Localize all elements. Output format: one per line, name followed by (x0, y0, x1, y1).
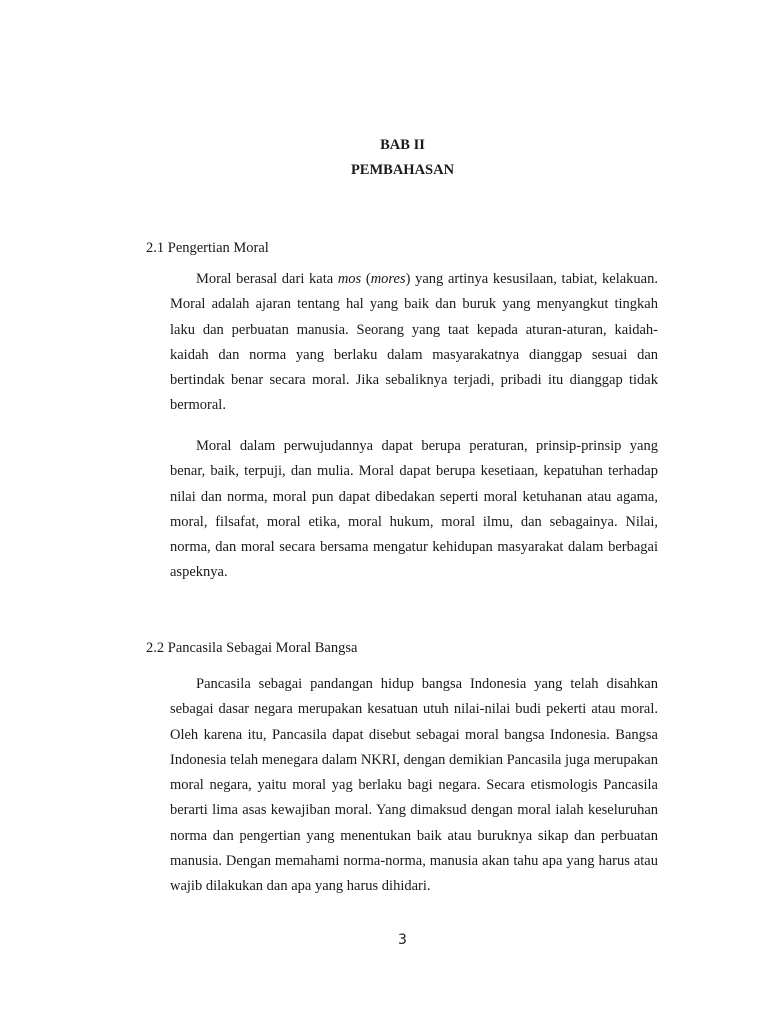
section-heading-2-2: 2.2 Pancasila Sebagai Moral Bangsa (146, 640, 358, 656)
chapter-title: PEMBAHASAN (350, 162, 455, 178)
section-2-1-paragraph-2: Moral dalam perwujudannya dapat berupa peraturan, prinsip-prinsip yang benar, baik, terpuji, dan mulia. Moral dapat berupa kesetiaan, kepatuhan terhadap nilai dan norma, moral pun dapat dibedakan seperti moral ketuhanan atau agama, moral, filsafat, moral etika, moral hukum, moral ilmu, dan sebagainya. Nilai, norma, dan moral secara bersama mengatur kehidupan masyarakat dalam berbagai aspeknya. (170, 438, 658, 581)
text-run: Moral berasal dari kata (196, 271, 338, 287)
italic-term-mos: mos (337, 271, 362, 287)
text-run: ( (361, 271, 371, 287)
page-number: 3 (398, 932, 407, 948)
text-run: ) yang artinya kesusilaan, tabiat, kelakuan. Moral adalah ajaran tentang hal yang baik dan buruk yang menyangkut tingkah laku dan perbuatan manusia. Seorang yang taat kepada aturan-aturan, kaidah-kaidah dan norma yang berlaku dalam masyarakatnya dianggap sesuai dan bertindak benar secara moral. Jika sebaliknya terjadi, pribadi itu dianggap tidak bermoral. (170, 271, 658, 414)
section-2-2-paragraph-1: Pancasila sebagai pandangan hidup bangsa Indonesia yang telah disahkan sebagai dasar negara merupakan kesatuan utuh nilai-nilai budi pekerti atau moral. Oleh karena itu, Pancasila dapat disebut sebagai moral bangsa Indonesia. Bangsa Indonesia telah menegara dalam NKRI, dengan demikian Pancasila juga merupakan moral negara, yaitu moral yag berlaku bagi negara. Secara etismologis Pancasila berarti lima asas kewajiban moral. Yang dimaksud dengan moral ialah keseluruhan norma dan pengertian yang menentukan baik atau buruknya sikap dan perbuatan manusia. Dengan memahami norma-norma, manusia akan tahu apa yang harus atau wajib dilakukan dan apa yang harus dihidari. (170, 676, 658, 895)
chapter-number: BAB II (380, 137, 425, 153)
chapter-heading (0, 133, 768, 183)
italic-term-mores: mores (370, 271, 406, 287)
section-heading-2-1: 2.1 Pengertian Moral (146, 240, 269, 256)
section-2-1-paragraph-1 (170, 267, 658, 419)
